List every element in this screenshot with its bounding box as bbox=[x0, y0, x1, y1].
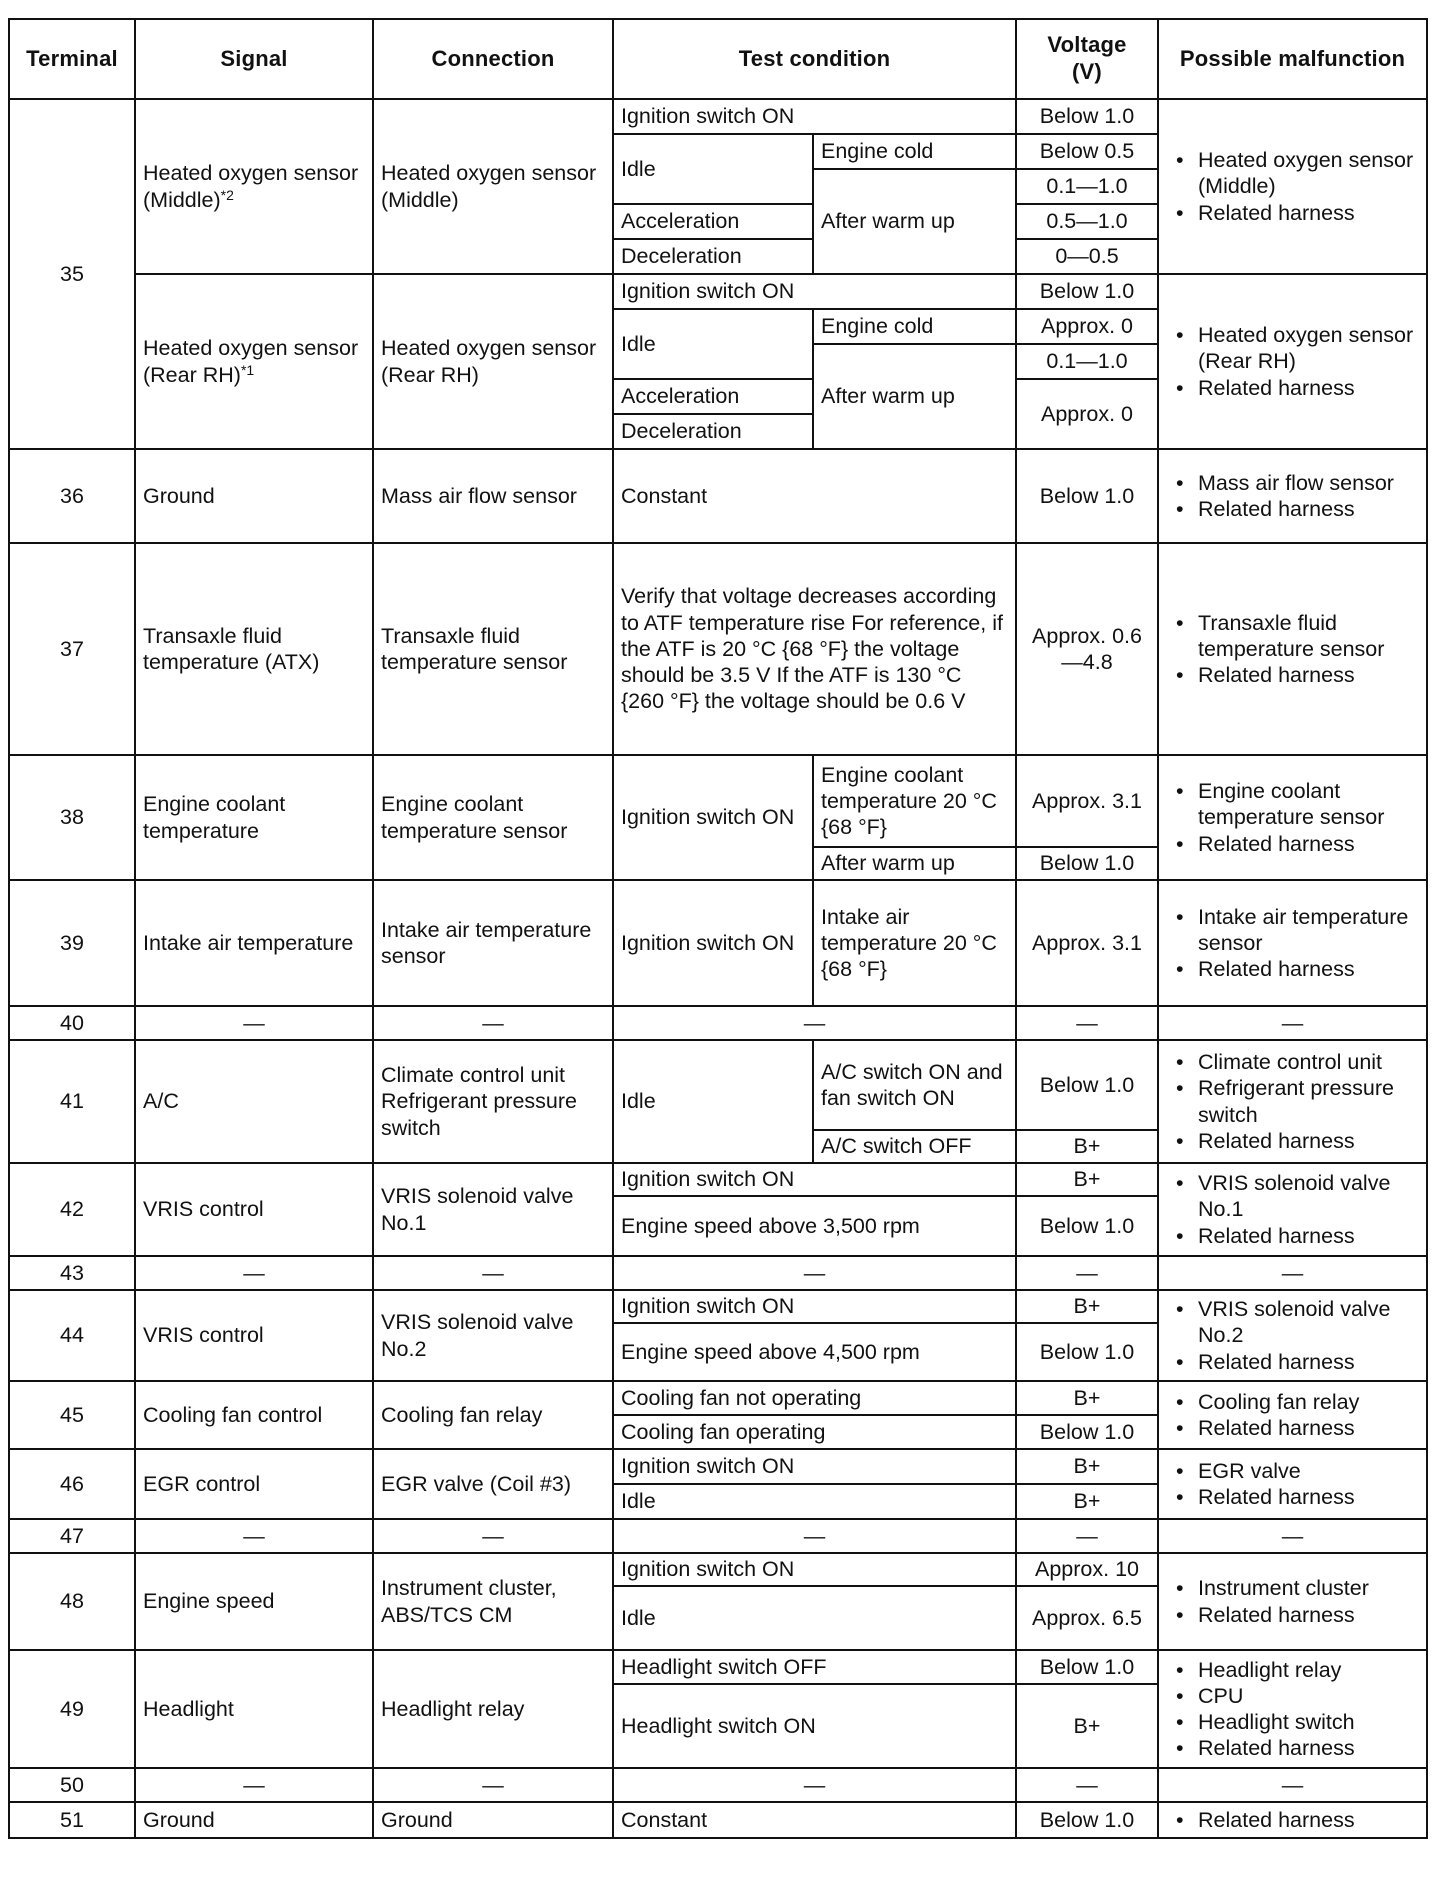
connection-cell: Heated oxygen sensor (Rear RH) bbox=[373, 274, 613, 449]
terminal-number: 46 bbox=[9, 1449, 135, 1519]
footnote-mark: *1 bbox=[240, 361, 255, 378]
voltage-cell: Approx. 3.1 bbox=[1016, 880, 1158, 1006]
terminal-number: 43 bbox=[9, 1256, 135, 1290]
voltage-cell: B+ bbox=[1016, 1684, 1158, 1768]
connection-cell: Cooling fan relay bbox=[373, 1381, 613, 1449]
voltage-cell: Below 1.0 bbox=[1016, 449, 1158, 543]
condition-cell: Acceleration bbox=[613, 204, 813, 239]
signal-cell: — bbox=[135, 1519, 373, 1553]
table-row bbox=[9, 1449, 1427, 1484]
voltage-cell: Approx. 3.1 bbox=[1016, 755, 1158, 847]
terminal-number: 51 bbox=[9, 1802, 135, 1838]
table-row bbox=[9, 1519, 1427, 1553]
condition-cell: Idle bbox=[613, 1484, 1016, 1519]
table-row bbox=[9, 1290, 1427, 1323]
terminal-voltage-table bbox=[8, 18, 1428, 1839]
malfunction-item: • Related harness bbox=[1166, 1602, 1419, 1628]
malfunction-list bbox=[1166, 470, 1419, 522]
malfunction-item: • Heated oxygen sensor (Middle) bbox=[1166, 147, 1419, 199]
signal-cell: Engine coolant temperature bbox=[135, 755, 373, 880]
connection-cell: Mass air flow sensor bbox=[373, 449, 613, 543]
footnote-mark: *2 bbox=[220, 186, 234, 203]
table-row bbox=[9, 543, 1427, 755]
terminal-number: 48 bbox=[9, 1553, 135, 1650]
malfunction-item: • Related harness bbox=[1166, 200, 1419, 226]
malfunction-list bbox=[1166, 1657, 1419, 1762]
table-row bbox=[9, 880, 1427, 1006]
signal-cell: — bbox=[135, 1256, 373, 1290]
voltage-cell: Below 1.0 bbox=[1016, 274, 1158, 309]
malfunction-cell bbox=[1158, 543, 1427, 755]
condition-cell: Headlight switch ON bbox=[613, 1684, 1016, 1768]
table-row bbox=[9, 1040, 1427, 1130]
malfunction-list bbox=[1166, 904, 1419, 983]
condition-cell: — bbox=[613, 1768, 1016, 1802]
header-voltage-line1: Voltage bbox=[1047, 32, 1127, 58]
condition-cell: Ignition switch ON bbox=[613, 99, 1016, 134]
table-row bbox=[9, 1381, 1427, 1415]
header-voltage bbox=[1016, 19, 1158, 99]
signal-cell: Heated oxygen sensor (Middle)$^{*2}$ bbox=[135, 99, 373, 274]
malfunction-item: • Related harness bbox=[1166, 1415, 1419, 1441]
condition-sub-cell: After warm up bbox=[813, 847, 1016, 880]
header-terminal: Terminal bbox=[9, 19, 135, 99]
condition-sub-cell: After warm up bbox=[813, 169, 1016, 274]
condition-sub-cell: Engine cold bbox=[813, 309, 1016, 344]
table-row bbox=[9, 1802, 1427, 1838]
header-voltage-line2: (V) bbox=[1072, 59, 1102, 84]
malfunction-list bbox=[1166, 1049, 1419, 1154]
table-row bbox=[9, 274, 1427, 309]
malfunction-item: • VRIS solenoid valve No.1 bbox=[1166, 1170, 1419, 1222]
connection-cell: VRIS solenoid valve No.1 bbox=[373, 1163, 613, 1256]
header-connection: Connection bbox=[373, 19, 613, 99]
malfunction-item: • Related harness bbox=[1166, 1349, 1419, 1375]
malfunction-item: • Related harness bbox=[1166, 496, 1419, 522]
condition-sub-cell: Intake air temperature 20 °C {68 °F} bbox=[813, 880, 1016, 1006]
table-row bbox=[9, 449, 1427, 543]
voltage-cell: 0.5—1.0 bbox=[1016, 204, 1158, 239]
signal-cell: Cooling fan control bbox=[135, 1381, 373, 1449]
condition-cell: Idle bbox=[613, 309, 813, 379]
malfunction-item: • Refrigerant pressure switch bbox=[1166, 1075, 1419, 1127]
terminal-number: 44 bbox=[9, 1290, 135, 1381]
voltage-cell: 0.1—1.0 bbox=[1016, 169, 1158, 204]
signal-cell: — bbox=[135, 1006, 373, 1040]
malfunction-cell: — bbox=[1158, 1256, 1427, 1290]
malfunction-item: • Transaxle fluid temperature sensor bbox=[1166, 610, 1419, 662]
condition-sub-cell: After warm up bbox=[813, 344, 1016, 449]
malfunction-item: • Climate control unit bbox=[1166, 1049, 1419, 1075]
condition-cell: Idle bbox=[613, 1040, 813, 1163]
malfunction-item: • Intake air temperature sensor bbox=[1166, 904, 1419, 956]
malfunction-list bbox=[1166, 778, 1419, 857]
malfunction-item: • Headlight switch bbox=[1166, 1709, 1419, 1735]
malfunction-cell bbox=[1158, 880, 1427, 1006]
malfunction-cell: — bbox=[1158, 1768, 1427, 1802]
condition-cell: Cooling fan operating bbox=[613, 1415, 1016, 1449]
malfunction-list bbox=[1166, 610, 1419, 689]
terminal-number: 50 bbox=[9, 1768, 135, 1802]
voltage-cell: — bbox=[1016, 1519, 1158, 1553]
condition-cell: Acceleration bbox=[613, 379, 813, 414]
voltage-cell: Approx. 6.5 bbox=[1016, 1586, 1158, 1650]
voltage-cell: B+ bbox=[1016, 1163, 1158, 1196]
terminal-number: 36 bbox=[9, 449, 135, 543]
malfunction-cell: — bbox=[1158, 1519, 1427, 1553]
condition-cell: Headlight switch OFF bbox=[613, 1650, 1016, 1684]
malfunction-item: • Related harness bbox=[1166, 831, 1419, 857]
condition-cell: Idle bbox=[613, 134, 813, 204]
terminal-number: 40 bbox=[9, 1006, 135, 1040]
voltage-cell: Below 1.0 bbox=[1016, 1650, 1158, 1684]
condition-cell: — bbox=[613, 1256, 1016, 1290]
malfunction-item: • EGR valve bbox=[1166, 1458, 1419, 1484]
malfunction-item: • Related harness bbox=[1166, 956, 1419, 982]
voltage-cell: 0—0.5 bbox=[1016, 239, 1158, 274]
connection-cell: Headlight relay bbox=[373, 1650, 613, 1768]
voltage-cell: B+ bbox=[1016, 1130, 1158, 1163]
voltage-cell: Approx. 0.6—4.8 bbox=[1016, 543, 1158, 755]
terminal-number: 47 bbox=[9, 1519, 135, 1553]
voltage-cell: B+ bbox=[1016, 1449, 1158, 1484]
condition-cell: Ignition switch ON bbox=[613, 880, 813, 1006]
signal-cell: VRIS control bbox=[135, 1290, 373, 1381]
malfunction-cell bbox=[1158, 1553, 1427, 1650]
condition-cell: Ignition switch ON bbox=[613, 1449, 1016, 1484]
signal-cell: — bbox=[135, 1768, 373, 1802]
condition-cell: Ignition switch ON bbox=[613, 274, 1016, 309]
connection-cell: EGR valve (Coil #3) bbox=[373, 1449, 613, 1519]
malfunction-cell bbox=[1158, 1650, 1427, 1768]
table-header-row bbox=[9, 19, 1427, 99]
signal-cell: Heated oxygen sensor (Rear RH)$^{*1}$ bbox=[135, 274, 373, 449]
connection-cell: Ground bbox=[373, 1802, 613, 1838]
table-row bbox=[9, 1256, 1427, 1290]
signal-cell: Engine speed bbox=[135, 1553, 373, 1650]
malfunction-cell bbox=[1158, 1040, 1427, 1163]
signal-cell: EGR control bbox=[135, 1449, 373, 1519]
voltage-cell: Below 0.5 bbox=[1016, 134, 1158, 169]
voltage-cell: — bbox=[1016, 1006, 1158, 1040]
voltage-cell: Below 1.0 bbox=[1016, 1196, 1158, 1256]
signal-cell: Ground bbox=[135, 449, 373, 543]
terminal-number: 35 bbox=[9, 99, 135, 449]
voltage-cell: — bbox=[1016, 1256, 1158, 1290]
malfunction-item: • Mass air flow sensor bbox=[1166, 470, 1419, 496]
condition-cell: Ignition switch ON bbox=[613, 1290, 1016, 1323]
voltage-cell: B+ bbox=[1016, 1484, 1158, 1519]
malfunction-list bbox=[1166, 1389, 1419, 1441]
table-row bbox=[9, 1553, 1427, 1586]
table-row bbox=[9, 1650, 1427, 1684]
condition-cell: Engine speed above 3,500 rpm bbox=[613, 1196, 1016, 1256]
voltage-cell: B+ bbox=[1016, 1381, 1158, 1415]
malfunction-list bbox=[1166, 1458, 1419, 1510]
connection-cell: Climate control unit Refrigerant pressure switch bbox=[373, 1040, 613, 1163]
connection-cell: Engine coolant temperature sensor bbox=[373, 755, 613, 880]
voltage-cell: Approx. 0 bbox=[1016, 379, 1158, 449]
connection-cell: — bbox=[373, 1006, 613, 1040]
table-row bbox=[9, 755, 1427, 847]
terminal-number: 45 bbox=[9, 1381, 135, 1449]
malfunction-cell bbox=[1158, 99, 1427, 274]
malfunction-list bbox=[1166, 322, 1419, 401]
voltage-cell: Below 1.0 bbox=[1016, 1323, 1158, 1381]
malfunction-list bbox=[1166, 1170, 1419, 1249]
connection-cell: Transaxle fluid temperature sensor bbox=[373, 543, 613, 755]
voltage-cell: Approx. 0 bbox=[1016, 309, 1158, 344]
malfunction-list bbox=[1166, 1575, 1419, 1627]
condition-cell: Constant bbox=[613, 449, 1016, 543]
malfunction-item: • Related harness bbox=[1166, 662, 1419, 688]
malfunction-list bbox=[1166, 1296, 1419, 1375]
malfunction-item: • Heated oxygen sensor (Rear RH) bbox=[1166, 322, 1419, 374]
voltage-cell: Below 1.0 bbox=[1016, 99, 1158, 134]
malfunction-item: • Instrument cluster bbox=[1166, 1575, 1419, 1601]
voltage-cell: Below 1.0 bbox=[1016, 1802, 1158, 1838]
malfunction-cell bbox=[1158, 1381, 1427, 1449]
header-test-condition: Test condition bbox=[613, 19, 1016, 99]
malfunction-item: • Headlight relay bbox=[1166, 1657, 1419, 1683]
connection-cell: Heated oxygen sensor (Middle) bbox=[373, 99, 613, 274]
connection-cell: — bbox=[373, 1519, 613, 1553]
signal-cell: Transaxle fluid temperature (ATX) bbox=[135, 543, 373, 755]
condition-cell: Ignition switch ON bbox=[613, 1553, 1016, 1586]
malfunction-item: • Related harness bbox=[1166, 1735, 1419, 1761]
voltage-cell: Below 1.0 bbox=[1016, 1415, 1158, 1449]
connection-cell: Intake air temperature sensor bbox=[373, 880, 613, 1006]
header-signal: Signal bbox=[135, 19, 373, 99]
connection-cell: — bbox=[373, 1256, 613, 1290]
signal-cell: Headlight bbox=[135, 1650, 373, 1768]
malfunction-cell bbox=[1158, 449, 1427, 543]
malfunction-cell: — bbox=[1158, 1006, 1427, 1040]
voltage-cell: Below 1.0 bbox=[1016, 1040, 1158, 1130]
terminal-number: 41 bbox=[9, 1040, 135, 1163]
signal-cell: Ground bbox=[135, 1802, 373, 1838]
terminal-number: 49 bbox=[9, 1650, 135, 1768]
condition-cell: — bbox=[613, 1519, 1016, 1553]
voltage-cell: 0.1—1.0 bbox=[1016, 344, 1158, 379]
condition-cell: Deceleration bbox=[613, 414, 813, 449]
table-row bbox=[9, 1768, 1427, 1802]
voltage-cell: Below 1.0 bbox=[1016, 847, 1158, 880]
condition-cell: Verify that voltage decreases according to ATF temperature rise For reference, if the ATF is 20 °C {68 °F} the voltage should be 3.5 V If the ATF is 130 °C {260 °F} the voltage should be 0.6 V bbox=[613, 543, 1016, 755]
malfunction-item: • Related harness bbox=[1166, 1223, 1419, 1249]
condition-cell: Ignition switch ON bbox=[613, 1163, 1016, 1196]
table-row bbox=[9, 99, 1427, 134]
condition-cell: Ignition switch ON bbox=[613, 755, 813, 880]
malfunction-cell bbox=[1158, 1449, 1427, 1519]
connection-cell: — bbox=[373, 1768, 613, 1802]
malfunction-cell bbox=[1158, 1802, 1427, 1838]
condition-cell: Idle bbox=[613, 1586, 1016, 1650]
terminal-number: 39 bbox=[9, 880, 135, 1006]
malfunction-cell bbox=[1158, 1290, 1427, 1381]
voltage-cell: — bbox=[1016, 1768, 1158, 1802]
condition-sub-cell: Engine coolant temperature 20 °C {68 °F} bbox=[813, 755, 1016, 847]
malfunction-item: • Engine coolant temperature sensor bbox=[1166, 778, 1419, 830]
table-row bbox=[9, 1006, 1427, 1040]
signal-cell: VRIS control bbox=[135, 1163, 373, 1256]
connection-cell: VRIS solenoid valve No.2 bbox=[373, 1290, 613, 1381]
condition-sub-cell: Engine cold bbox=[813, 134, 1016, 169]
condition-sub-cell: A/C switch OFF bbox=[813, 1130, 1016, 1163]
condition-cell: Deceleration bbox=[613, 239, 813, 274]
signal-cell: Intake air temperature bbox=[135, 880, 373, 1006]
malfunction-cell bbox=[1158, 755, 1427, 880]
malfunction-item: • Related harness bbox=[1166, 375, 1419, 401]
connection-cell: Instrument cluster, ABS/TCS CM bbox=[373, 1553, 613, 1650]
malfunction-list bbox=[1166, 147, 1419, 226]
malfunction-cell bbox=[1158, 1163, 1427, 1256]
malfunction-item: • Cooling fan relay bbox=[1166, 1389, 1419, 1415]
malfunction-item: • Related harness bbox=[1166, 1807, 1419, 1833]
condition-cell: Cooling fan not operating bbox=[613, 1381, 1016, 1415]
malfunction-cell bbox=[1158, 274, 1427, 449]
voltage-cell: Approx. 10 bbox=[1016, 1553, 1158, 1586]
condition-cell: Constant bbox=[613, 1802, 1016, 1838]
header-malfunction: Possible malfunction bbox=[1158, 19, 1427, 99]
condition-sub-cell: A/C switch ON and fan switch ON bbox=[813, 1040, 1016, 1130]
terminal-voltage-table-page bbox=[8, 18, 1426, 1839]
condition-cell: — bbox=[613, 1006, 1016, 1040]
terminal-number: 42 bbox=[9, 1163, 135, 1256]
condition-cell: Engine speed above 4,500 rpm bbox=[613, 1323, 1016, 1381]
malfunction-item: • VRIS solenoid valve No.2 bbox=[1166, 1296, 1419, 1348]
terminal-number: 38 bbox=[9, 755, 135, 880]
table-row bbox=[9, 1163, 1427, 1196]
signal-cell: A/C bbox=[135, 1040, 373, 1163]
malfunction-item: • Related harness bbox=[1166, 1484, 1419, 1510]
malfunction-item: • CPU bbox=[1166, 1683, 1419, 1709]
malfunction-list bbox=[1166, 1807, 1419, 1833]
terminal-number: 37 bbox=[9, 543, 135, 755]
malfunction-item: • Related harness bbox=[1166, 1128, 1419, 1154]
voltage-cell: B+ bbox=[1016, 1290, 1158, 1323]
